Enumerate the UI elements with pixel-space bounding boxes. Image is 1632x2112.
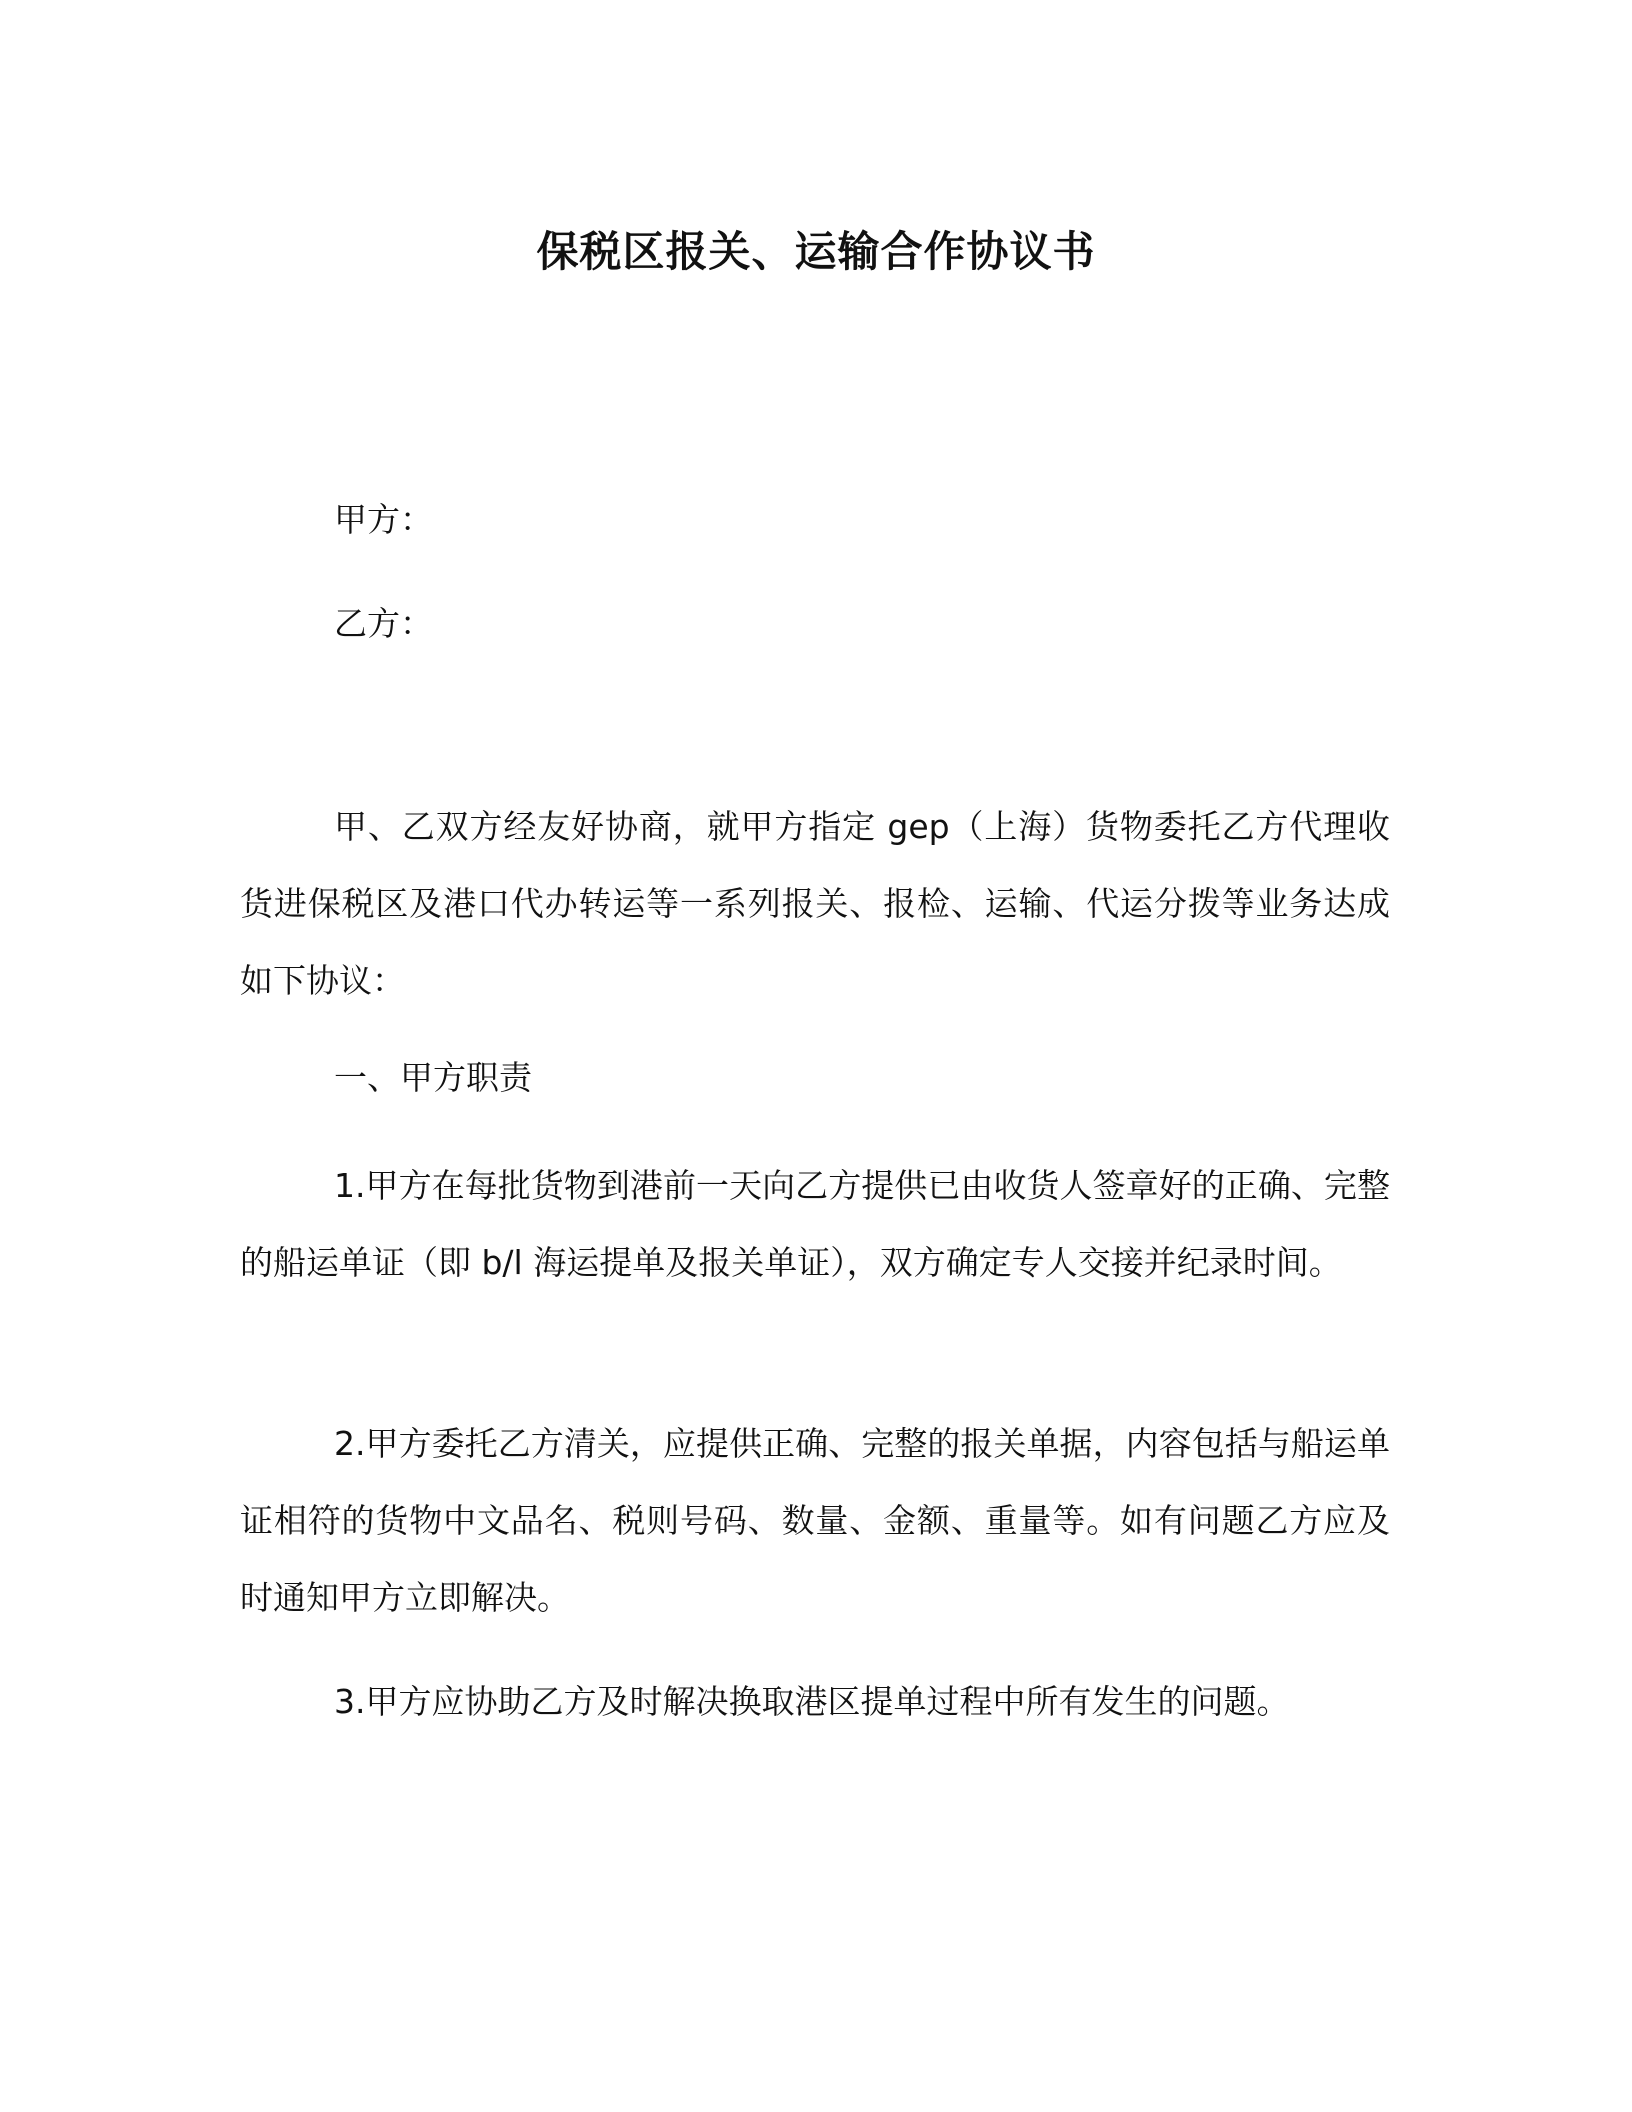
section-heading-party-a-duties: 一、甲方职责 <box>334 1058 532 1097</box>
document-title: 保税区报关、运输合作协议书 <box>536 227 1096 276</box>
clause-1: 1.甲方在每批货物到港前一天向乙方提供已由收货人签章好的正确、完整的船运单证（即 b/l 海运提单及报关单证），双方确定专人交接并纪录时间。 <box>240 1166 1390 1282</box>
intro-paragraph: 甲、乙双方经友好协商，就甲方指定 gep（上海）货物委托乙方代理收货进保税区及港口代办转运等一系列报关、报检、运输、代运分拨等业务达成如下协议： <box>240 807 1390 1000</box>
party-b-label: 乙方： <box>334 604 433 643</box>
party-a-label: 甲方： <box>334 500 433 539</box>
clause-2: 2.甲方委托乙方清关，应提供正确、完整的报关单据，内容包括与船运单证相符的货物中文品名、税则号码、数量、金额、重量等。如有问题乙方应及时通知甲方立即解决。 <box>240 1424 1390 1617</box>
clause-3: 3.甲方应协助乙方及时解决换取港区提单过程中所有发生的问题。 <box>334 1682 1290 1721</box>
